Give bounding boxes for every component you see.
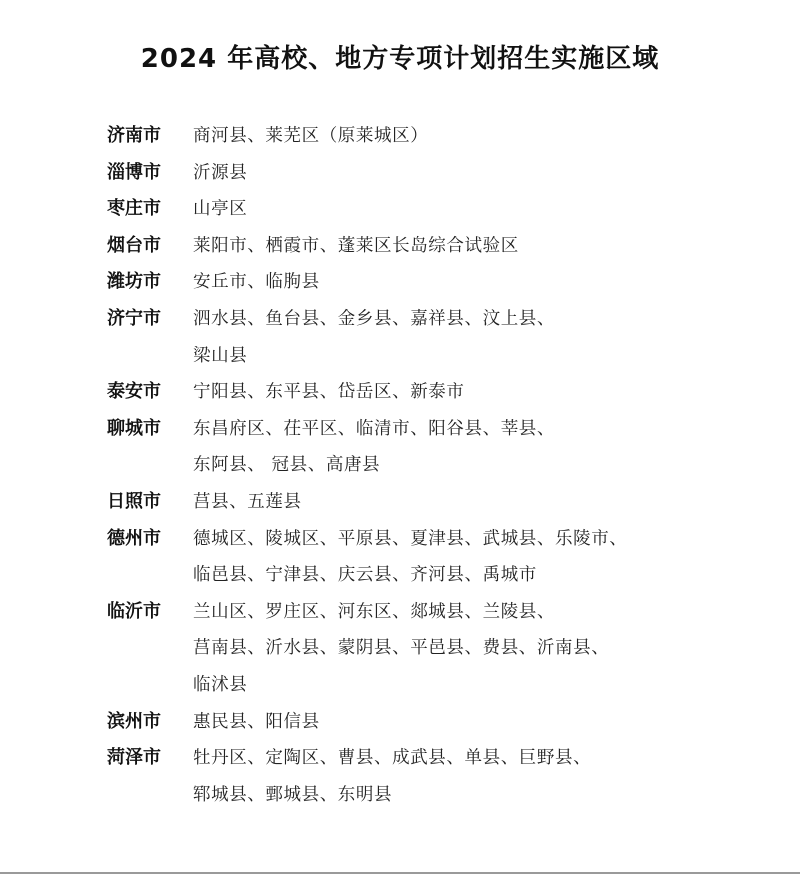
- region-list: [107, 118, 727, 813]
- region-row: [107, 484, 727, 521]
- region-row: [107, 301, 727, 374]
- city-name: 淄博市: [107, 161, 161, 183]
- county-line: 东阿县、 冠县、高唐县: [193, 455, 381, 476]
- county-line: 牡丹区、定陶区、曹县、成武县、单县、巨野县、: [193, 748, 592, 769]
- region-row: [107, 411, 727, 484]
- city-name: 泰安市: [107, 381, 161, 403]
- city-name: 济宁市: [107, 307, 161, 329]
- county-line: 临沭县: [193, 674, 248, 695]
- county-list: [193, 704, 727, 741]
- county-list: [193, 521, 727, 594]
- county-list: [193, 118, 727, 155]
- county-line: 莒县、五莲县: [193, 491, 302, 512]
- county-list: [193, 264, 727, 301]
- region-row: [107, 264, 727, 301]
- county-list: [193, 301, 727, 374]
- document-title: 2024 年高校、地方专项计划招生实施区域: [140, 44, 660, 74]
- county-line: 梁山县: [193, 345, 248, 366]
- county-line: 泗水县、鱼台县、金乡县、嘉祥县、汶上县、: [193, 308, 555, 329]
- county-list: [193, 484, 727, 521]
- county-line: 临邑县、宁津县、庆云县、齐河县、禹城市: [193, 565, 537, 586]
- county-list: [193, 155, 727, 192]
- county-list: [193, 374, 727, 411]
- city-name: 菏泽市: [107, 747, 161, 769]
- county-line: 兰山区、罗庄区、河东区、郯城县、兰陵县、: [193, 601, 555, 622]
- city-name: 济南市: [107, 125, 161, 146]
- city-name: 临沂市: [107, 600, 161, 622]
- county-list: [193, 191, 727, 228]
- county-line: 安丘市、临朐县: [193, 272, 320, 293]
- region-row: [107, 155, 727, 192]
- county-list: [193, 740, 727, 813]
- county-line: 德城区、陵城区、平原县、夏津县、武城县、乐陵市、: [193, 528, 628, 549]
- city-name: 烟台市: [107, 234, 161, 256]
- city-name: 潍坊市: [107, 271, 161, 293]
- region-row: [107, 740, 727, 813]
- city-name: 聊城市: [107, 417, 161, 439]
- county-line: 山亭区: [193, 199, 248, 220]
- city-name: 滨州市: [107, 710, 161, 732]
- county-line: 宁阳县、东平县、岱岳区、新泰市: [193, 382, 465, 403]
- county-list: [193, 228, 727, 265]
- region-row: [107, 118, 727, 155]
- region-row: [107, 704, 727, 741]
- county-list: [193, 411, 727, 484]
- county-line: 莱阳市、栖霞市、蓬莱区长岛综合试验区: [193, 235, 519, 256]
- county-line: 商河县、莱芜区（原莱城区）: [193, 126, 429, 146]
- county-line: 莒南县、沂水县、蒙阴县、平邑县、费县、沂南县、: [193, 638, 610, 659]
- region-row: [107, 521, 727, 594]
- region-row: [107, 374, 727, 411]
- region-row: [107, 191, 727, 228]
- city-name: 枣庄市: [107, 198, 161, 220]
- county-line: 东昌府区、茌平区、临清市、阳谷县、莘县、: [193, 418, 555, 439]
- city-name: 德州市: [107, 527, 161, 549]
- region-row: [107, 594, 727, 704]
- county-line: 惠民县、阳信县: [193, 711, 320, 732]
- county-line: 郓城县、鄄城县、东明县: [193, 784, 393, 805]
- county-list: [193, 594, 727, 704]
- region-row: [107, 228, 727, 265]
- city-name: 日照市: [107, 490, 161, 512]
- county-line: 沂源县: [193, 162, 248, 183]
